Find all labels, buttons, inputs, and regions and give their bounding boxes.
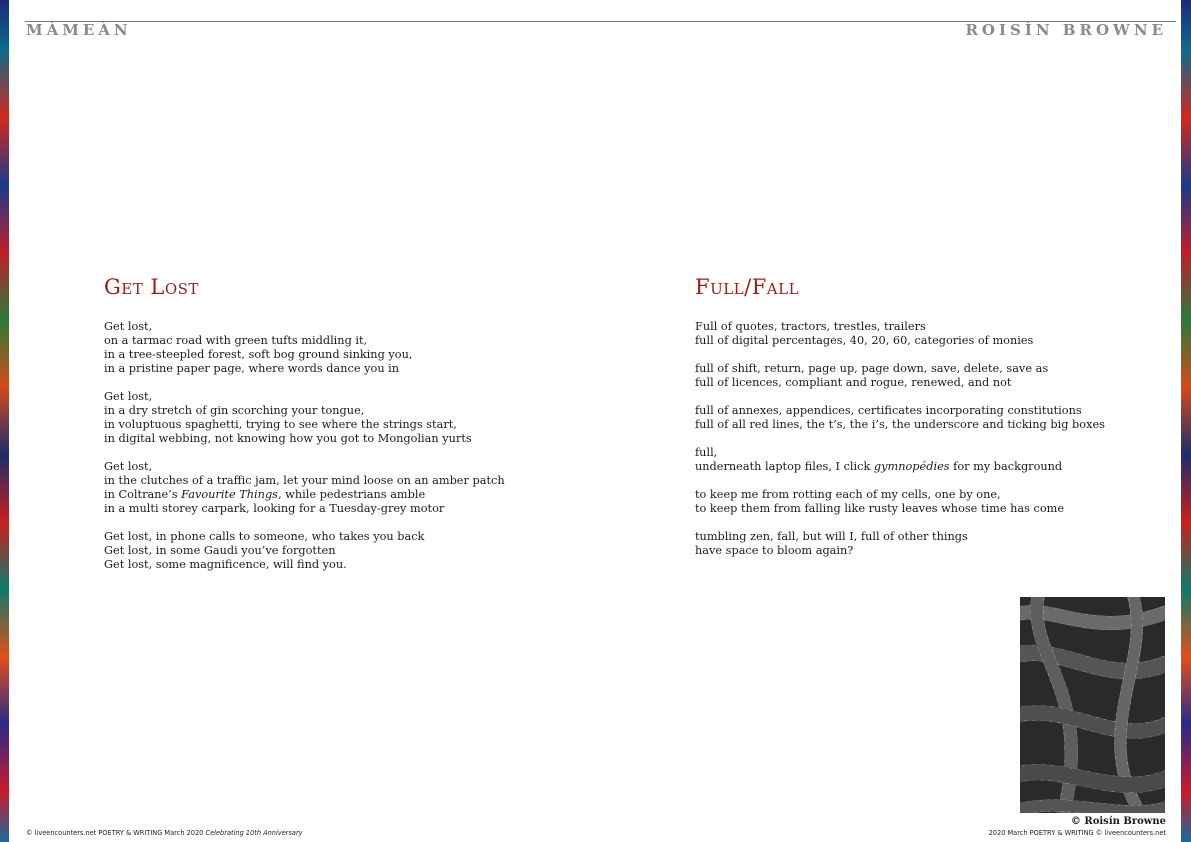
poem-line: in a dry stretch of gin scorching your tongue, [104,404,365,417]
poem-line [104,488,624,502]
footer-right: 2020 March POETRY & WRITING © liveencounters.net [988,829,1166,837]
stanza [104,530,624,572]
rope-photo [1020,597,1165,813]
line-segment: while pedestrians amble [281,488,426,501]
line-segment: underneath laptop files, I click [695,460,871,473]
stanza [104,320,624,376]
right-decorative-border [1181,0,1191,842]
stanza [104,460,624,516]
stanza [104,390,624,446]
running-head-left: MÁMEÁN [26,21,132,39]
poem-line: in digital webbing, not knowing how you got to Mongolian yurts [104,432,472,445]
line-segment: for my background [949,460,1063,473]
poem-line: on a tarmac road with green tufts middling it, [104,334,368,347]
poem-full-fall [695,272,1165,572]
poem-line: full of shift, return, page up, page down, save, delete, save as [695,362,1049,375]
poem-line: to keep me from rotting each of my cells, one by one, [695,488,1001,501]
stanza [695,404,1165,432]
poem-line: full of digital percentages, 40, 20, 60, categories of monies [695,334,1034,347]
stanza [695,446,1165,474]
stanza [695,488,1165,516]
poem-get-lost [104,272,624,586]
poem-title: Full/Fall [695,275,800,299]
stanza [695,530,1165,558]
poem-line: to keep them from falling like rusty leaves whose time has come [695,502,1065,515]
line-segment: in Coltrane’s [104,488,178,501]
poem-line: full of licences, compliant and rogue, renewed, and not [695,376,1012,389]
footer-left-text: © liveencounters.net POETRY & WRITING March 2020 [26,829,204,837]
poem-line: full, [695,446,718,459]
music-title: gymnopédies [873,460,950,473]
poem-line: full of all red lines, the t’s, the i’s, the underscore and ticking big boxes [695,418,1105,431]
poem-line: in a multi storey carpark, looking for a Tuesday-grey motor [104,502,445,515]
footer-anniversary: Celebrating 10th Anniversary [205,829,303,837]
poem-line: tumbling zen, fall, but will I, full of other things [695,530,968,543]
poem-title: Get Lost [104,275,199,299]
poem-line: in a pristine paper page, where words dance you in [104,362,400,375]
running-head-right: ROISÍN BROWNE [965,21,1167,39]
poem-line: in voluptuous spaghetti, trying to see where the strings start, [104,418,457,431]
poem-line: full of annexes, appendices, certificates incorporating constitutions [695,404,1082,417]
magazine-page [9,0,1181,842]
poem-line: in a tree-steepled forest, soft bog ground sinking you, [104,348,413,361]
poem-line: in the clutches of a traffic jam, let your mind loose on an amber patch [104,474,505,487]
left-decorative-border [0,0,9,842]
poem-line: Get lost, in some Gaudi you’ve forgotten [104,544,336,557]
rope-photo-drawing [1020,597,1165,813]
stanza [695,362,1165,390]
poem-line: Full of quotes, tractors, trestles, trailers [695,320,926,333]
photo-credit: © Roisín Browne [1070,816,1166,827]
poem-line: Get lost, [104,320,153,333]
poem-line: have space to bloom again? [695,544,854,557]
poem-line: Get lost, [104,390,153,403]
poem-line [695,460,1165,474]
stanza [695,320,1165,348]
song-title: Favourite Things, [181,488,282,501]
footer-left [26,829,303,837]
poem-line: Get lost, some magnificence, will find you. [104,558,347,571]
poem-line: Get lost, [104,460,153,473]
poem-line: Get lost, in phone calls to someone, who takes you back [104,530,425,543]
